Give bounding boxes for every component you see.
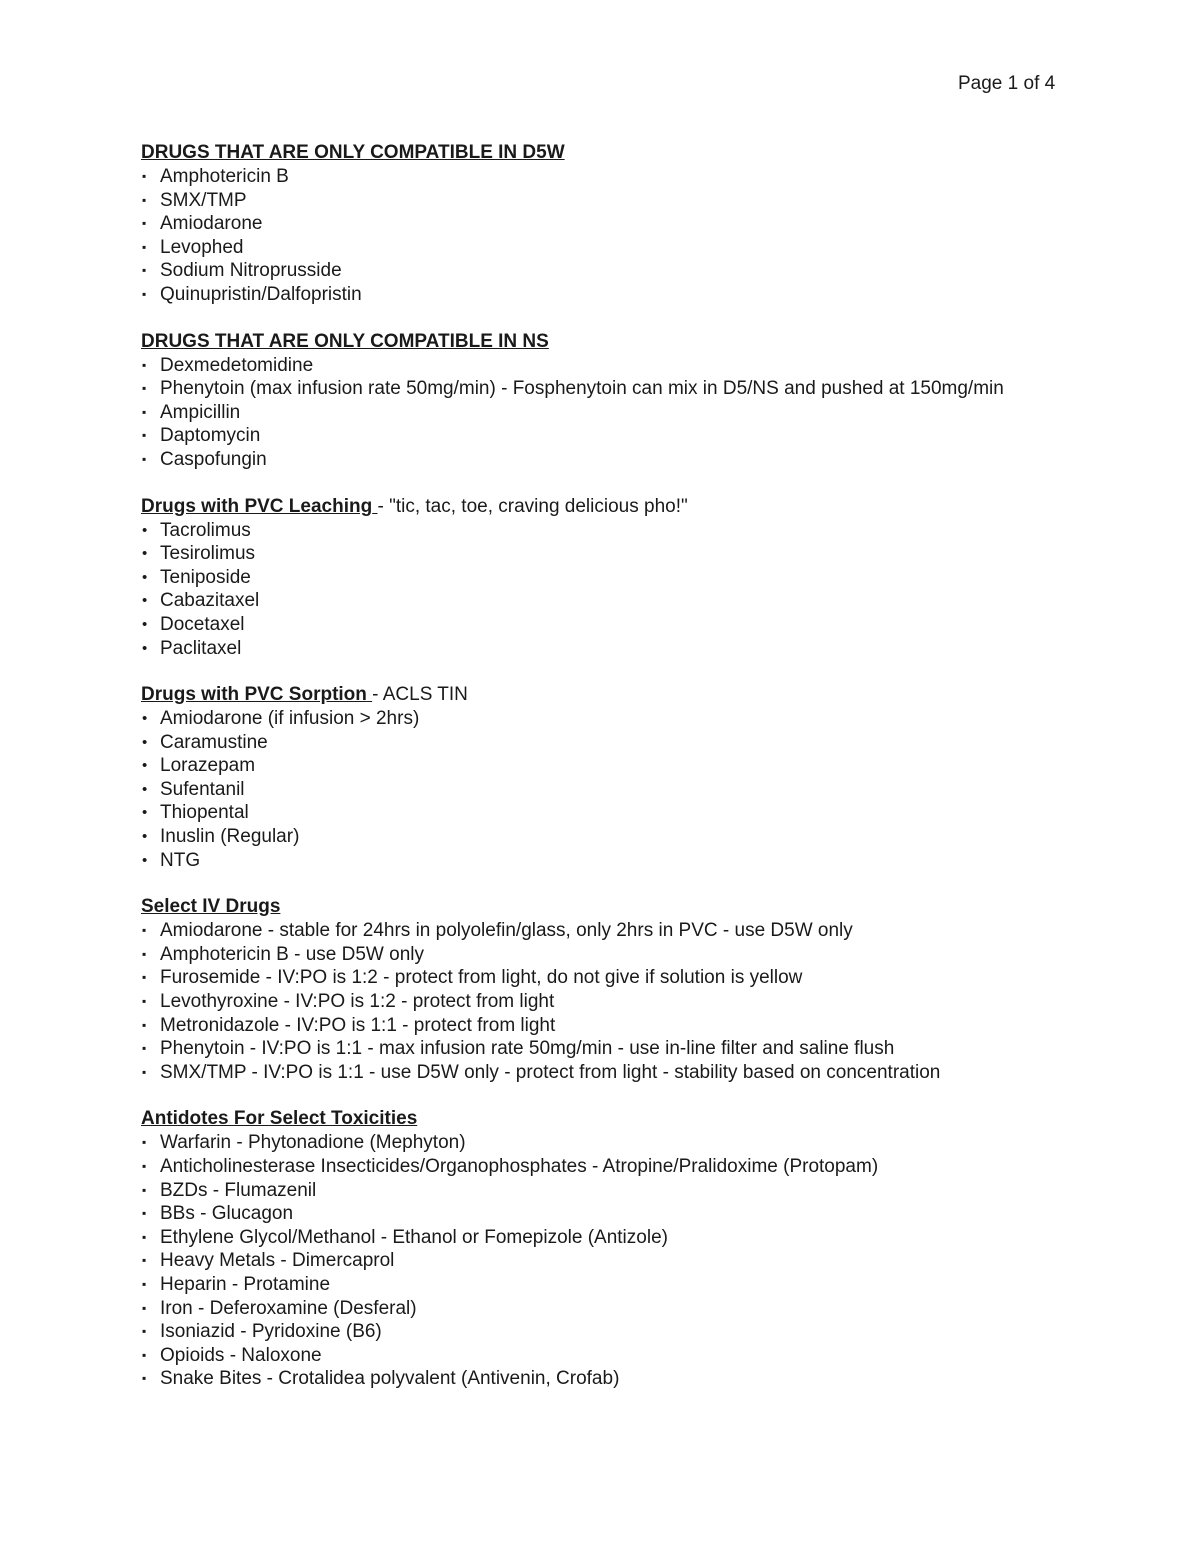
list-item	[141, 189, 1101, 213]
list-item	[141, 613, 1101, 637]
bullet-icon: ▪	[142, 1229, 147, 1244]
bullet-icon: ▪	[142, 1135, 147, 1150]
list-item-text: Sufentanil	[160, 778, 245, 800]
bullet-icon: •	[142, 828, 148, 846]
list-item	[141, 542, 1101, 566]
list-item-text: Daptomycin	[160, 425, 261, 447]
list-item-text: Ethylene Glycol/Methanol - Ethanol or Fomepizole (Antizole)	[160, 1226, 668, 1248]
list-item-text: Metronidazole - IV:PO is 1:1 - protect from light	[160, 1014, 556, 1036]
list-item	[141, 212, 1101, 236]
list-item	[141, 1320, 1101, 1344]
list-item	[141, 731, 1101, 755]
list-item	[141, 1037, 1101, 1061]
bullet-icon: ▪	[142, 169, 147, 183]
list-item-text: Paclitaxel	[160, 637, 242, 659]
bullet-list	[141, 707, 1101, 872]
list-item-text: Ampicillin	[160, 401, 241, 423]
list-item	[141, 990, 1101, 1014]
list-item-text: Cabazitaxel	[160, 590, 260, 612]
list-item-text: Amiodarone	[160, 213, 263, 235]
list-item-text: Furosemide - IV:PO is 1:2 - protect from light, do not give if solution is yellow	[160, 967, 803, 989]
list-item-text: Inuslin (Regular)	[160, 826, 300, 848]
list-item	[141, 1202, 1101, 1226]
section-antidotes	[141, 1107, 1101, 1391]
section-title: Drugs with PVC Leaching	[141, 495, 373, 517]
list-item	[141, 919, 1101, 943]
list-item-text: Phenytoin - IV:PO is 1:1 - max infusion rate 50mg/min - use in-line filter and saline flush	[160, 1038, 895, 1060]
bullet-icon: ▪	[142, 1041, 147, 1056]
bullet-icon: ▪	[142, 263, 147, 278]
bullet-icon: ▪	[142, 1253, 147, 1268]
bullet-icon: ▪	[142, 923, 147, 938]
section-title: Select IV Drugs	[141, 896, 281, 918]
list-item-text: Heavy Metals - Dimercaprol	[160, 1250, 395, 1272]
page-number: Page 1 of 4	[958, 73, 1056, 94]
list-item-text: NTG	[160, 849, 201, 871]
list-item-text: Isoniazid - Pyridoxine (B6)	[160, 1321, 382, 1343]
bullet-icon: ▪	[142, 216, 147, 231]
section-subtitle: - ACLS TIN	[372, 684, 468, 706]
list-item	[141, 943, 1101, 967]
bullet-icon: ▪	[142, 1064, 147, 1079]
list-item-text: Tesirolimus	[160, 543, 256, 565]
document-body	[141, 141, 1101, 1414]
section-ns-only	[141, 330, 1101, 472]
bullet-icon: ▪	[142, 1017, 147, 1032]
bullet-list	[141, 354, 1101, 472]
bullet-icon: ▪	[142, 1300, 147, 1315]
list-item	[141, 707, 1101, 731]
bullet-icon: •	[142, 757, 148, 775]
list-item-text: Amiodarone - stable for 24hrs in polyolefin/glass, only 2hrs in PVC - use D5W only	[160, 920, 853, 942]
list-item	[141, 1014, 1101, 1038]
bullet-icon: ▪	[142, 451, 147, 466]
list-item-text: Teniposide	[160, 566, 251, 588]
bullet-icon: ▪	[142, 946, 147, 961]
list-item	[141, 1131, 1101, 1155]
section-pvc-leaching	[141, 495, 1101, 661]
list-item	[141, 1367, 1101, 1391]
list-item-text: Iron - Deferoxamine (Desferal)	[160, 1297, 417, 1319]
list-item-text: Quinupristin/Dalfopristin	[160, 283, 362, 305]
bullet-icon: ▪	[142, 381, 147, 396]
list-item	[141, 589, 1101, 613]
section-title: DRUGS THAT ARE ONLY COMPATIBLE IN NS	[141, 330, 549, 352]
bullet-icon: ▪	[142, 1159, 147, 1173]
list-item	[141, 1179, 1101, 1203]
section-d5w-only	[141, 141, 1101, 307]
bullet-icon: •	[142, 780, 148, 798]
list-item	[141, 566, 1101, 590]
list-item	[141, 1273, 1101, 1297]
list-item	[141, 849, 1101, 873]
list-item	[141, 966, 1101, 990]
list-item	[141, 1344, 1101, 1368]
bullet-icon: •	[142, 804, 148, 822]
section-heading	[141, 895, 1101, 919]
bullet-icon: ▪	[142, 970, 147, 985]
list-item	[141, 401, 1101, 425]
list-item-text: Caramustine	[160, 731, 268, 753]
list-item	[141, 825, 1101, 849]
list-item-text: Tacrolimus	[160, 519, 251, 541]
section-heading	[141, 495, 1101, 519]
list-item-text: BZDs - Flumazenil	[160, 1179, 317, 1201]
list-item	[141, 424, 1101, 448]
bullet-icon: ▪	[142, 1182, 147, 1197]
bullet-icon: •	[142, 615, 148, 633]
list-item	[141, 448, 1101, 472]
bullet-icon: •	[142, 851, 148, 869]
section-heading	[141, 1107, 1101, 1131]
bullet-icon: ▪	[142, 239, 147, 254]
list-item	[141, 519, 1101, 543]
bullet-icon: ▪	[142, 286, 147, 301]
bullet-list	[141, 165, 1101, 307]
list-item-text: Heparin - Protamine	[160, 1273, 331, 1295]
list-item-text: Phenytoin (max infusion rate 50mg/min) - Fosphenytoin can mix in D5/NS and pushed at 150mg/min	[160, 378, 1004, 400]
list-item	[141, 637, 1101, 661]
bullet-icon: •	[142, 568, 148, 586]
list-item	[141, 754, 1101, 778]
section-heading	[141, 141, 1101, 165]
list-item-text: Anticholinesterase Insecticides/Organophosphates - Atropine/Pralidoxime (Protopam)	[160, 1156, 879, 1177]
list-item	[141, 778, 1101, 802]
list-item	[141, 1155, 1101, 1179]
bullet-icon: ▪	[142, 1347, 147, 1362]
list-item	[141, 377, 1101, 401]
list-item	[141, 1249, 1101, 1273]
bullet-icon: ▪	[142, 1276, 147, 1291]
list-item-text: Sodium Nitroprusside	[160, 260, 342, 282]
bullet-list	[141, 1131, 1101, 1391]
list-item	[141, 165, 1101, 189]
bullet-list	[141, 519, 1101, 661]
list-item-text: Docetaxel	[160, 613, 245, 635]
list-item	[141, 354, 1101, 378]
list-item	[141, 801, 1101, 825]
list-item	[141, 1226, 1101, 1250]
bullet-icon: •	[142, 639, 148, 657]
section-title: Drugs with PVC Sorption	[141, 684, 367, 706]
list-item	[141, 283, 1101, 307]
section-subtitle: - "tic, tac, toe, craving delicious pho!"	[377, 495, 688, 517]
bullet-list	[141, 919, 1101, 1084]
list-item-text: Amphotericin B	[160, 166, 289, 187]
list-item	[141, 259, 1101, 283]
list-item	[141, 1061, 1101, 1085]
bullet-icon: ▪	[142, 1324, 147, 1339]
list-item-text: Levothyroxine - IV:PO is 1:2 - protect from light	[160, 991, 555, 1013]
bullet-icon: ▪	[142, 994, 147, 1009]
section-pvc-sorption	[141, 683, 1101, 872]
bullet-icon: ▪	[142, 1206, 147, 1221]
list-item-text: BBs - Glucagon	[160, 1203, 294, 1225]
list-item-text: Snake Bites - Crotalidea polyvalent (Antivenin, Crofab)	[160, 1368, 620, 1390]
list-item-text: SMX/TMP - IV:PO is 1:1 - use D5W only - protect from light - stability based on concentration	[160, 1061, 941, 1083]
list-item-text: Amiodarone (if infusion > 2hrs)	[160, 708, 420, 730]
list-item-text: Opioids - Naloxone	[160, 1344, 322, 1366]
list-item-text: Dexmedetomidine	[160, 354, 314, 376]
bullet-icon: ▪	[142, 404, 147, 419]
section-title: Antidotes For Select Toxicities	[141, 1108, 418, 1130]
bullet-icon: •	[142, 521, 148, 539]
section-heading	[141, 330, 1101, 354]
list-item-text: Warfarin - Phytonadione (Mephyton)	[160, 1132, 466, 1154]
list-item	[141, 236, 1101, 260]
section-select-iv-drugs	[141, 895, 1101, 1084]
section-title: DRUGS THAT ARE ONLY COMPATIBLE IN D5W	[141, 142, 565, 163]
bullet-icon: •	[142, 710, 148, 728]
list-item	[141, 1297, 1101, 1321]
bullet-icon: •	[142, 592, 148, 610]
bullet-icon: ▪	[142, 357, 147, 372]
list-item-text: Thiopental	[160, 802, 249, 824]
list-item-text: Lorazepam	[160, 755, 256, 777]
bullet-icon: ▪	[142, 192, 147, 207]
list-item-text: Amphotericin B - use D5W only	[160, 943, 424, 965]
list-item-text: SMX/TMP	[160, 189, 247, 211]
bullet-icon: ▪	[142, 1371, 147, 1386]
list-item-text: Levophed	[160, 236, 244, 258]
bullet-icon: •	[142, 545, 148, 563]
bullet-icon: •	[142, 733, 148, 751]
list-item-text: Caspofungin	[160, 448, 267, 470]
bullet-icon: ▪	[142, 428, 147, 443]
section-heading	[141, 683, 1101, 707]
